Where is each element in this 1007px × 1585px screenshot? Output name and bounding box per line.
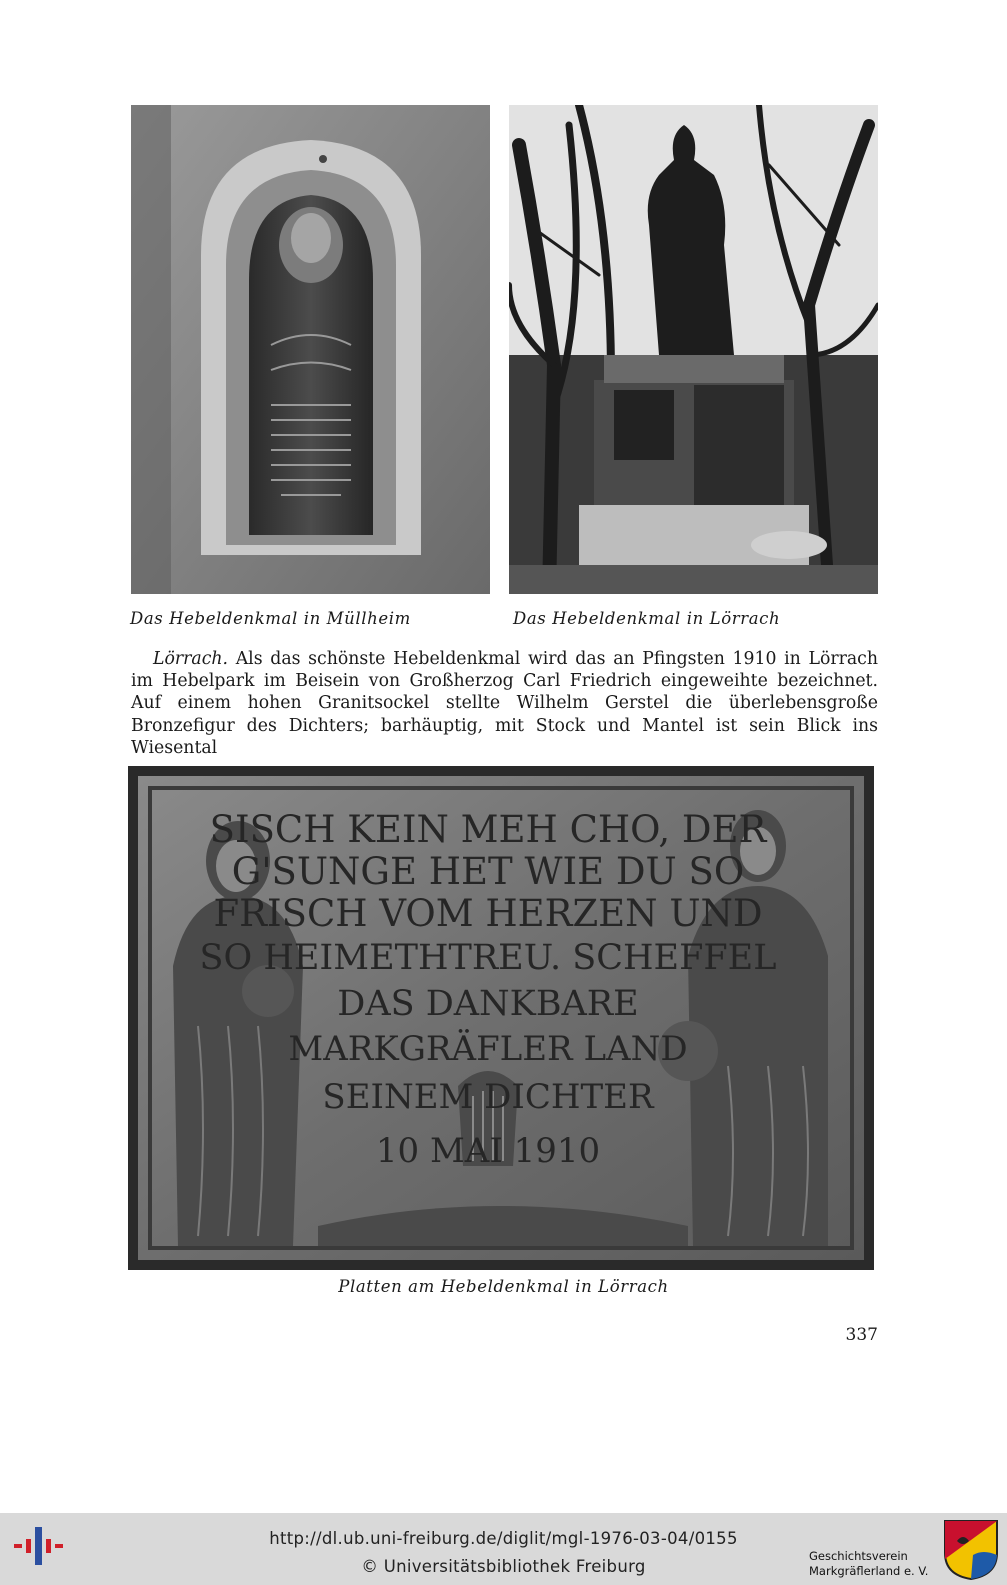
caption-muellheim: Das Hebeldenkmal in Müllheim: [130, 609, 411, 628]
society-name: [809, 1549, 928, 1579]
footer-bar: [0, 1513, 1007, 1585]
body-paragraph: [131, 648, 878, 759]
society-name-line: Markgräflerland e. V.: [809, 1564, 929, 1578]
plaque-inscription-line: SISCH KEIN MEH CHO, DER: [209, 808, 767, 851]
society-name-line: Geschichtsverein: [809, 1549, 908, 1563]
photo-plaque-loerrach: [128, 766, 874, 1270]
footer-copyright: © Universitätsbibliothek Freiburg: [361, 1557, 646, 1576]
body-text: Als das schönste Hebeldenkmal wird das an Pfingsten 1910 in Lörrach im Hebelpark im Beisein von Großherzog Carl Friedrich eingeweihte bezeichnet. Auf einem hohen Granitsockel stellte Wilhelm Gerstel die überlebensgroße Bronzefigur des Dichters; barhäuptig, mit Stock und Mantel ist sein Blick ins Wiesental: [131, 649, 878, 758]
plaque-inscription-line: FRISCH VOM HERZEN UND: [213, 892, 763, 935]
caption-loerrach: Das Hebeldenkmal in Lörrach: [513, 609, 781, 628]
plaque-inscription-line: G'SUNGE HET WIE DU SO: [231, 850, 745, 893]
photo-hebeldenkmal-muellheim: [131, 105, 490, 594]
place-name: Lörrach.: [153, 649, 229, 669]
coat-of-arms-icon: [943, 1519, 999, 1581]
page-number: 337: [845, 1325, 878, 1345]
plaque-inscription-line: 10 MAI 1910: [375, 1131, 601, 1171]
caption-plaque: Platten am Hebeldenkmal in Lörrach: [338, 1277, 669, 1296]
plaque-inscription-line: SO HEIMETHTREU. SCHEFFEL: [199, 938, 777, 978]
plaque-inscription-line: SEINEM DICHTER: [322, 1077, 654, 1117]
footer-url-link[interactable]: http://dl.ub.uni-freiburg.de/diglit/mgl-1976-03-04/0155: [269, 1529, 738, 1548]
plaque-inscription-line: MARKGRÄFLER LAND: [288, 1029, 688, 1069]
plaque-inscription-line: DAS DANKBARE: [337, 984, 639, 1024]
photo-hebeldenkmal-loerrach: [509, 105, 878, 594]
